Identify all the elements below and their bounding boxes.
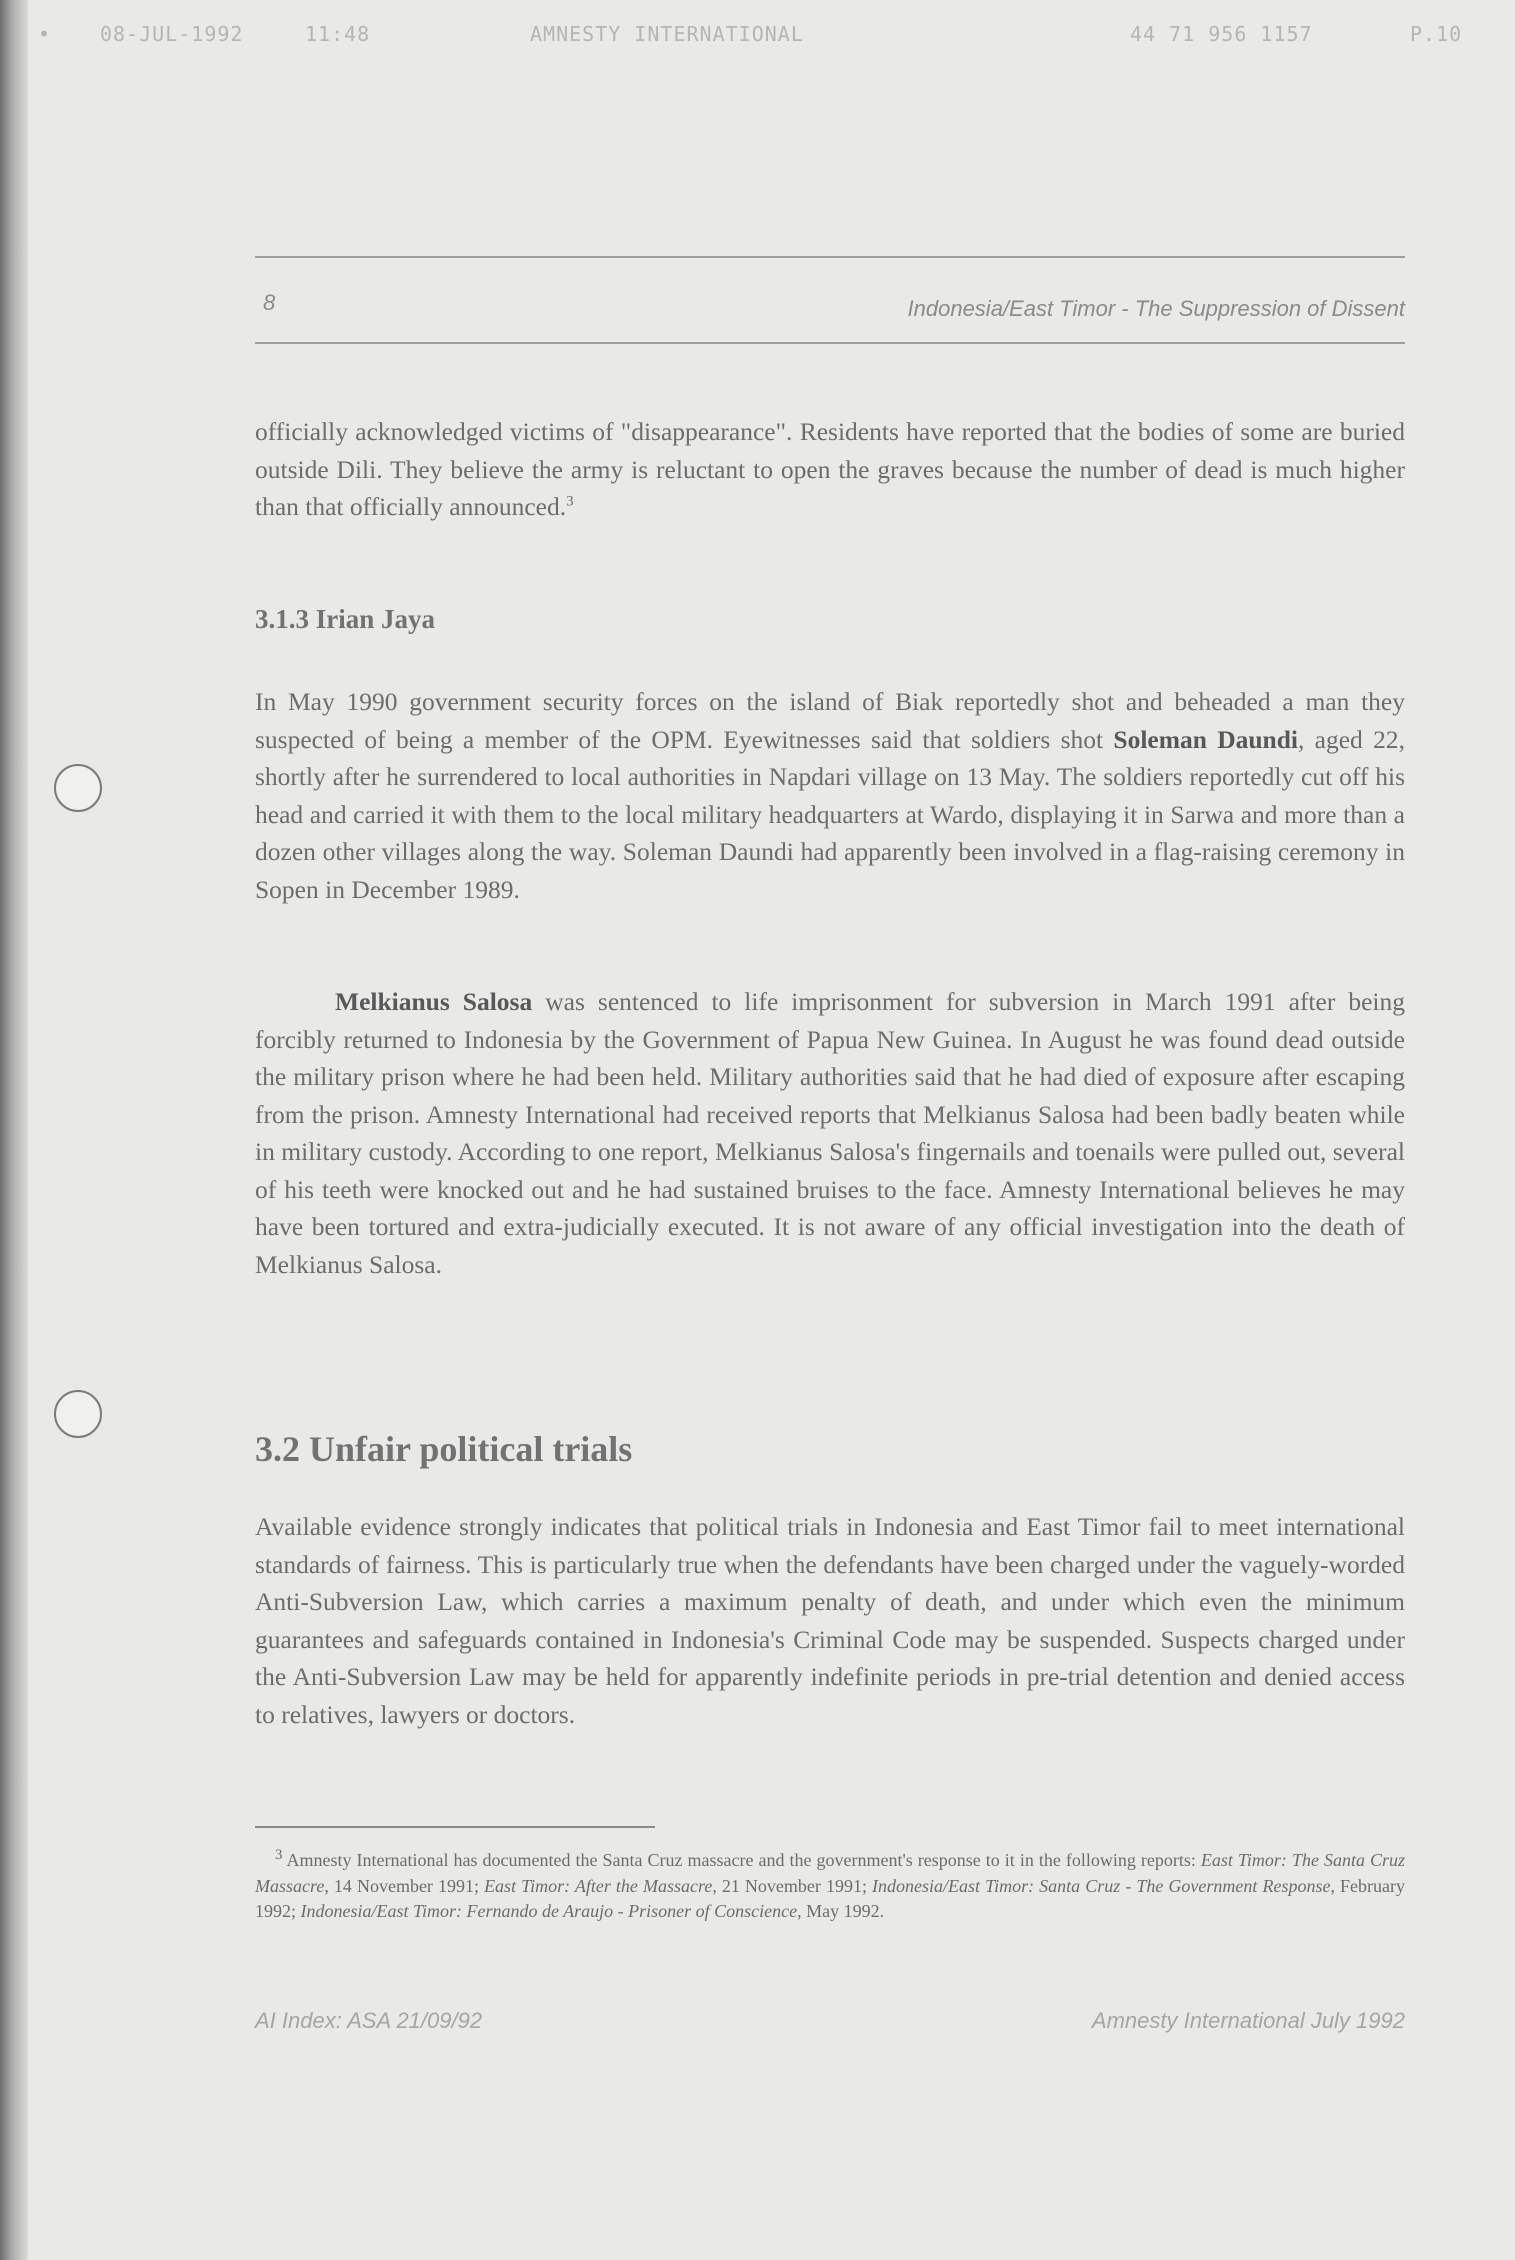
- fax-mark: •: [38, 22, 52, 46]
- report-title: Indonesia/East Timor: Fernando de Araujo - Prisoner of Conscience: [300, 1901, 798, 1921]
- report-title: East Timor: The Santa Cruz Massacre: [255, 1850, 1405, 1896]
- footnote-text: , 14 November 1991;: [324, 1875, 485, 1896]
- fax-date: 08-JUL-1992: [100, 22, 244, 46]
- paragraph-text: was sentenced to life imprisonment for subversion in March 1991 after being forcibly returned to Indonesia by the Government of Papua New Guinea. In August he was found dead outside the military prison where he had been held. Military authorities said that he had died of exposure after escaping from the prison. Amnesty International had received reports that Melkianus Salosa had been badly beaten while in military custody. According to one report, Melkianus Salosa's fingernails and toenails were pulled out, several of his teeth were knocked out and he had sustained bruises to the face. Amnesty International believes he may have been tortured and extra-judicially executed. It is not aware of any official investigation into the death of Melkianus Salosa.: [255, 987, 1405, 1279]
- paragraph-unfair-trials: [255, 1508, 1405, 1733]
- fax-page-number: P.10: [1410, 22, 1463, 46]
- person-name: Soleman Daundi: [1113, 724, 1298, 754]
- footnote-text: Amnesty International has documented the Santa Cruz massacre and the government's response to it in the following reports:: [282, 1850, 1201, 1870]
- header-rule-bottom: [255, 342, 1405, 344]
- running-head: [255, 290, 1405, 320]
- publication-date: Amnesty International July 1992: [1091, 2008, 1405, 2033]
- footnote-number: 3: [275, 1847, 283, 1863]
- section-heading-unfair-trials: 3.2 Unfair political trials: [255, 1429, 633, 1469]
- footnote-text: , February 1992;: [255, 1875, 1405, 1921]
- ai-index: AI Index: ASA 21/09/92: [255, 2008, 483, 2033]
- footnote: [255, 1848, 1405, 1925]
- report-title: East Timor: After the Massacre: [484, 1875, 713, 1896]
- fax-header: [0, 22, 1515, 52]
- header-rule-top: [255, 256, 1405, 258]
- punch-hole: [54, 764, 102, 812]
- paragraph-text: , aged 22, shortly after he surrendered to local authorities in Napdari village on 13 May. The soldiers reportedly cut off his head and carried it with them to the local military headquarters at Wardo, displaying it in Sarwa and more than a dozen other villages along the way. Soleman Daundi had apparently been involved in a flag-raising ceremony in Sopen in December 1989.: [255, 724, 1405, 904]
- punch-hole: [54, 1390, 102, 1438]
- footnote-text: , May 1992.: [797, 1901, 885, 1921]
- paragraph-text: In May 1990 government security forces on the island of Biak reportedly shot and beheaded a man they suspected of being a member of the OPM. Eyewitnesses said that soldiers shot: [255, 687, 1405, 754]
- person-name: Melkianus Salosa: [335, 987, 533, 1016]
- fax-time: 11:48: [305, 22, 371, 46]
- paragraph-soleman-daundi: [255, 683, 1405, 908]
- intro-text: officially acknowledged victims of "disappearance". Residents have reported that the bodies of some are buried outside Dili. They believe the army is reluctant to open the graves because the number of dead is much higher than that officially announced.: [255, 417, 1405, 521]
- page-edge-shadow: [0, 0, 28, 2260]
- section-heading-irian-jaya: 3.1.3 Irian Jaya: [255, 604, 436, 634]
- footnote-reference: 3: [566, 493, 574, 510]
- running-title: Indonesia/East Timor - The Suppression of Dissent: [907, 296, 1405, 321]
- footnote-rule: [255, 1826, 655, 1828]
- intro-paragraph: [255, 413, 1405, 526]
- fax-phone: 44 71 956 1157: [1130, 22, 1313, 46]
- footnote-text: , 21 November 1991;: [712, 1875, 873, 1896]
- page-footer: [255, 2008, 1405, 2038]
- report-title: Indonesia/East Timor: Santa Cruz - The Government Response: [872, 1875, 1331, 1896]
- paragraph-melkianus-salosa: [255, 983, 1405, 1283]
- fax-sender: AMNESTY INTERNATIONAL: [530, 22, 804, 46]
- page-number: 8: [263, 290, 276, 315]
- paragraph-text: Available evidence strongly indicates that political trials in Indonesia and East Timor fail to meet international standards of fairness. This is particularly true when the defendants have been charged under the vaguely-worded Anti-Subversion Law, which carries a maximum penalty of death, and under which even the minimum guarantees and safeguards contained in Indonesia's Criminal Code may be suspended. Suspects charged under the Anti-Subversion Law may be held for apparently indefinite periods in pre-trial detention and denied access to relatives, lawyers or doctors.: [255, 1512, 1405, 1729]
